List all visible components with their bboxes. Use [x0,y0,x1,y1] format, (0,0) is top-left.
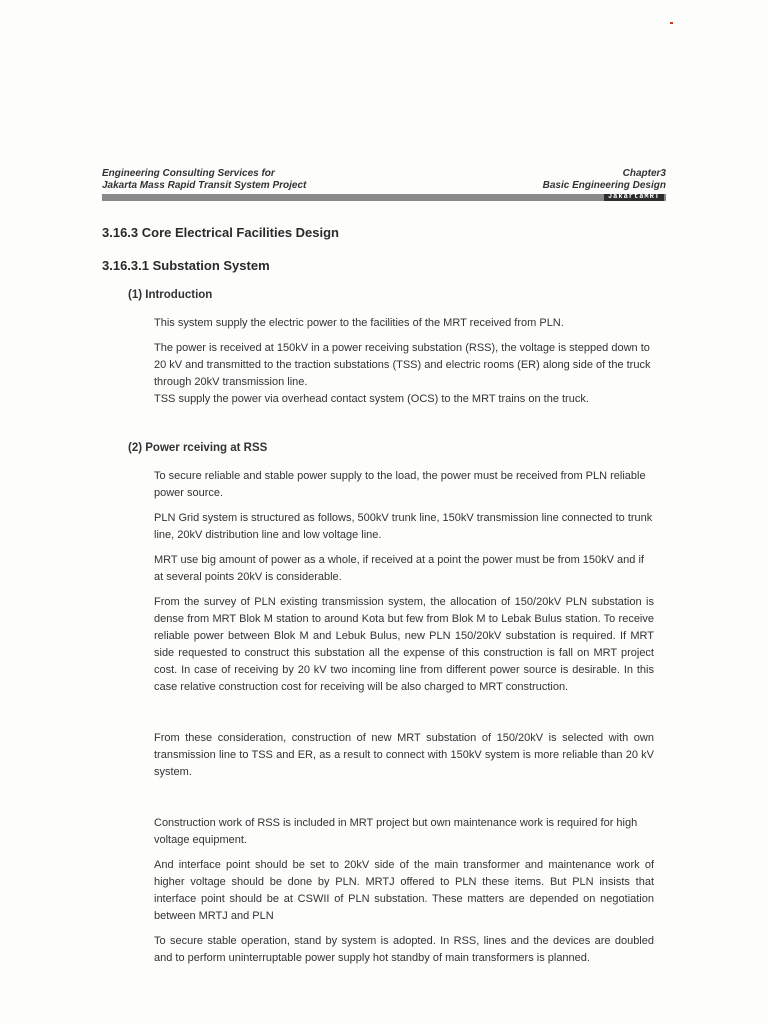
header-project-info [102,168,306,192]
intro-paragraph-3: TSS supply the power via overhead contact system (OCS) to the MRT trains on the truck. [154,393,589,405]
power-paragraph-6: Construction work of RSS is included in MRT project but own maintenance work is required for high voltage equipment. [154,817,638,846]
document-body [102,225,654,975]
power-paragraph-1: To secure reliable and stable power supply to the load, the power must be received from PLN reliable power source. [154,470,646,499]
power-paragraph-8: To secure stable operation, stand by system is adopted. In RSS, lines and the devices are doubled and to perform uninterruptable power supply hot standby of main transformers is planned. [154,935,654,964]
power-paragraph-2: PLN Grid system is structured as follows, 500kV trunk line, 150kV transmission line connected to trunk line, 20kV distribution line and low voltage line. [154,512,653,541]
intro-paragraph-2: The power is received at 150kV in a power receiving substation (RSS), the voltage is stepped down to 20 kV and transmitted to the traction substations (TSS) and electric rooms (ER) along side of the truck through 20kV transmission line. [154,342,651,388]
power-paragraph-4: From the survey of PLN existing transmission system, the allocation of 150/20kV PLN substation is dense from MRT Blok M station to around Kota but few from Blok M to Lebak Bulus station. To receive reliable power between Blok M and Lebuk Bulus, new PLN 150/20kV substation is required. If MRT side requested to construct this substation all the expense of this construction is fall on MRT project cost. In case of receiving by 20 kV two incoming line from different power source is desirable. In this case relative construction cost for receiving will be also charged to MRT construction. [154,596,654,693]
header-chapter-title: Basic Engineering Design [542,180,666,191]
subsection-title: 3.16.3.1 Substation System [102,258,270,273]
page-header [102,168,666,206]
jakarta-mrt-logo: JakartaMRT [604,194,664,201]
section-title: 3.16.3 Core Electrical Facilities Design [102,225,340,240]
power-paragraph-5: From these consideration, construction of new MRT substation of 150/20kV is selected with own transmission line to TSS and ER, as a result to connect with 150kV system is more reliable than 20 kV system. [154,732,654,778]
power-paragraph-3: MRT use big amount of power as a whole, if received at a point the power must be from 150kV and if at several points 20kV is considerable. [154,554,644,583]
intro-heading: (1) Introduction [128,289,213,301]
power-heading: (2) Power rceiving at RSS [128,442,268,454]
intro-paragraph-1: This system supply the electric power to the facilities of the MRT received from PLN. [154,317,564,329]
header-project-line1: Engineering Consulting Services for [102,168,275,179]
power-paragraph-7: And interface point should be set to 20kV side of the main transformer and maintenance work of higher voltage should be done by PLN. MRTJ offered to PLN these items. But PLN insists that interface point should be at CSWII of PLN substation. These matters are depended on negotiation between MRTJ and PLN [154,859,654,922]
header-rule [102,194,666,201]
header-project-line2: Jakarta Mass Rapid Transit System Project [102,180,307,191]
header-chapter-info [543,168,666,192]
scan-speck [670,22,673,24]
header-chapter-number: Chapter3 [622,168,666,179]
